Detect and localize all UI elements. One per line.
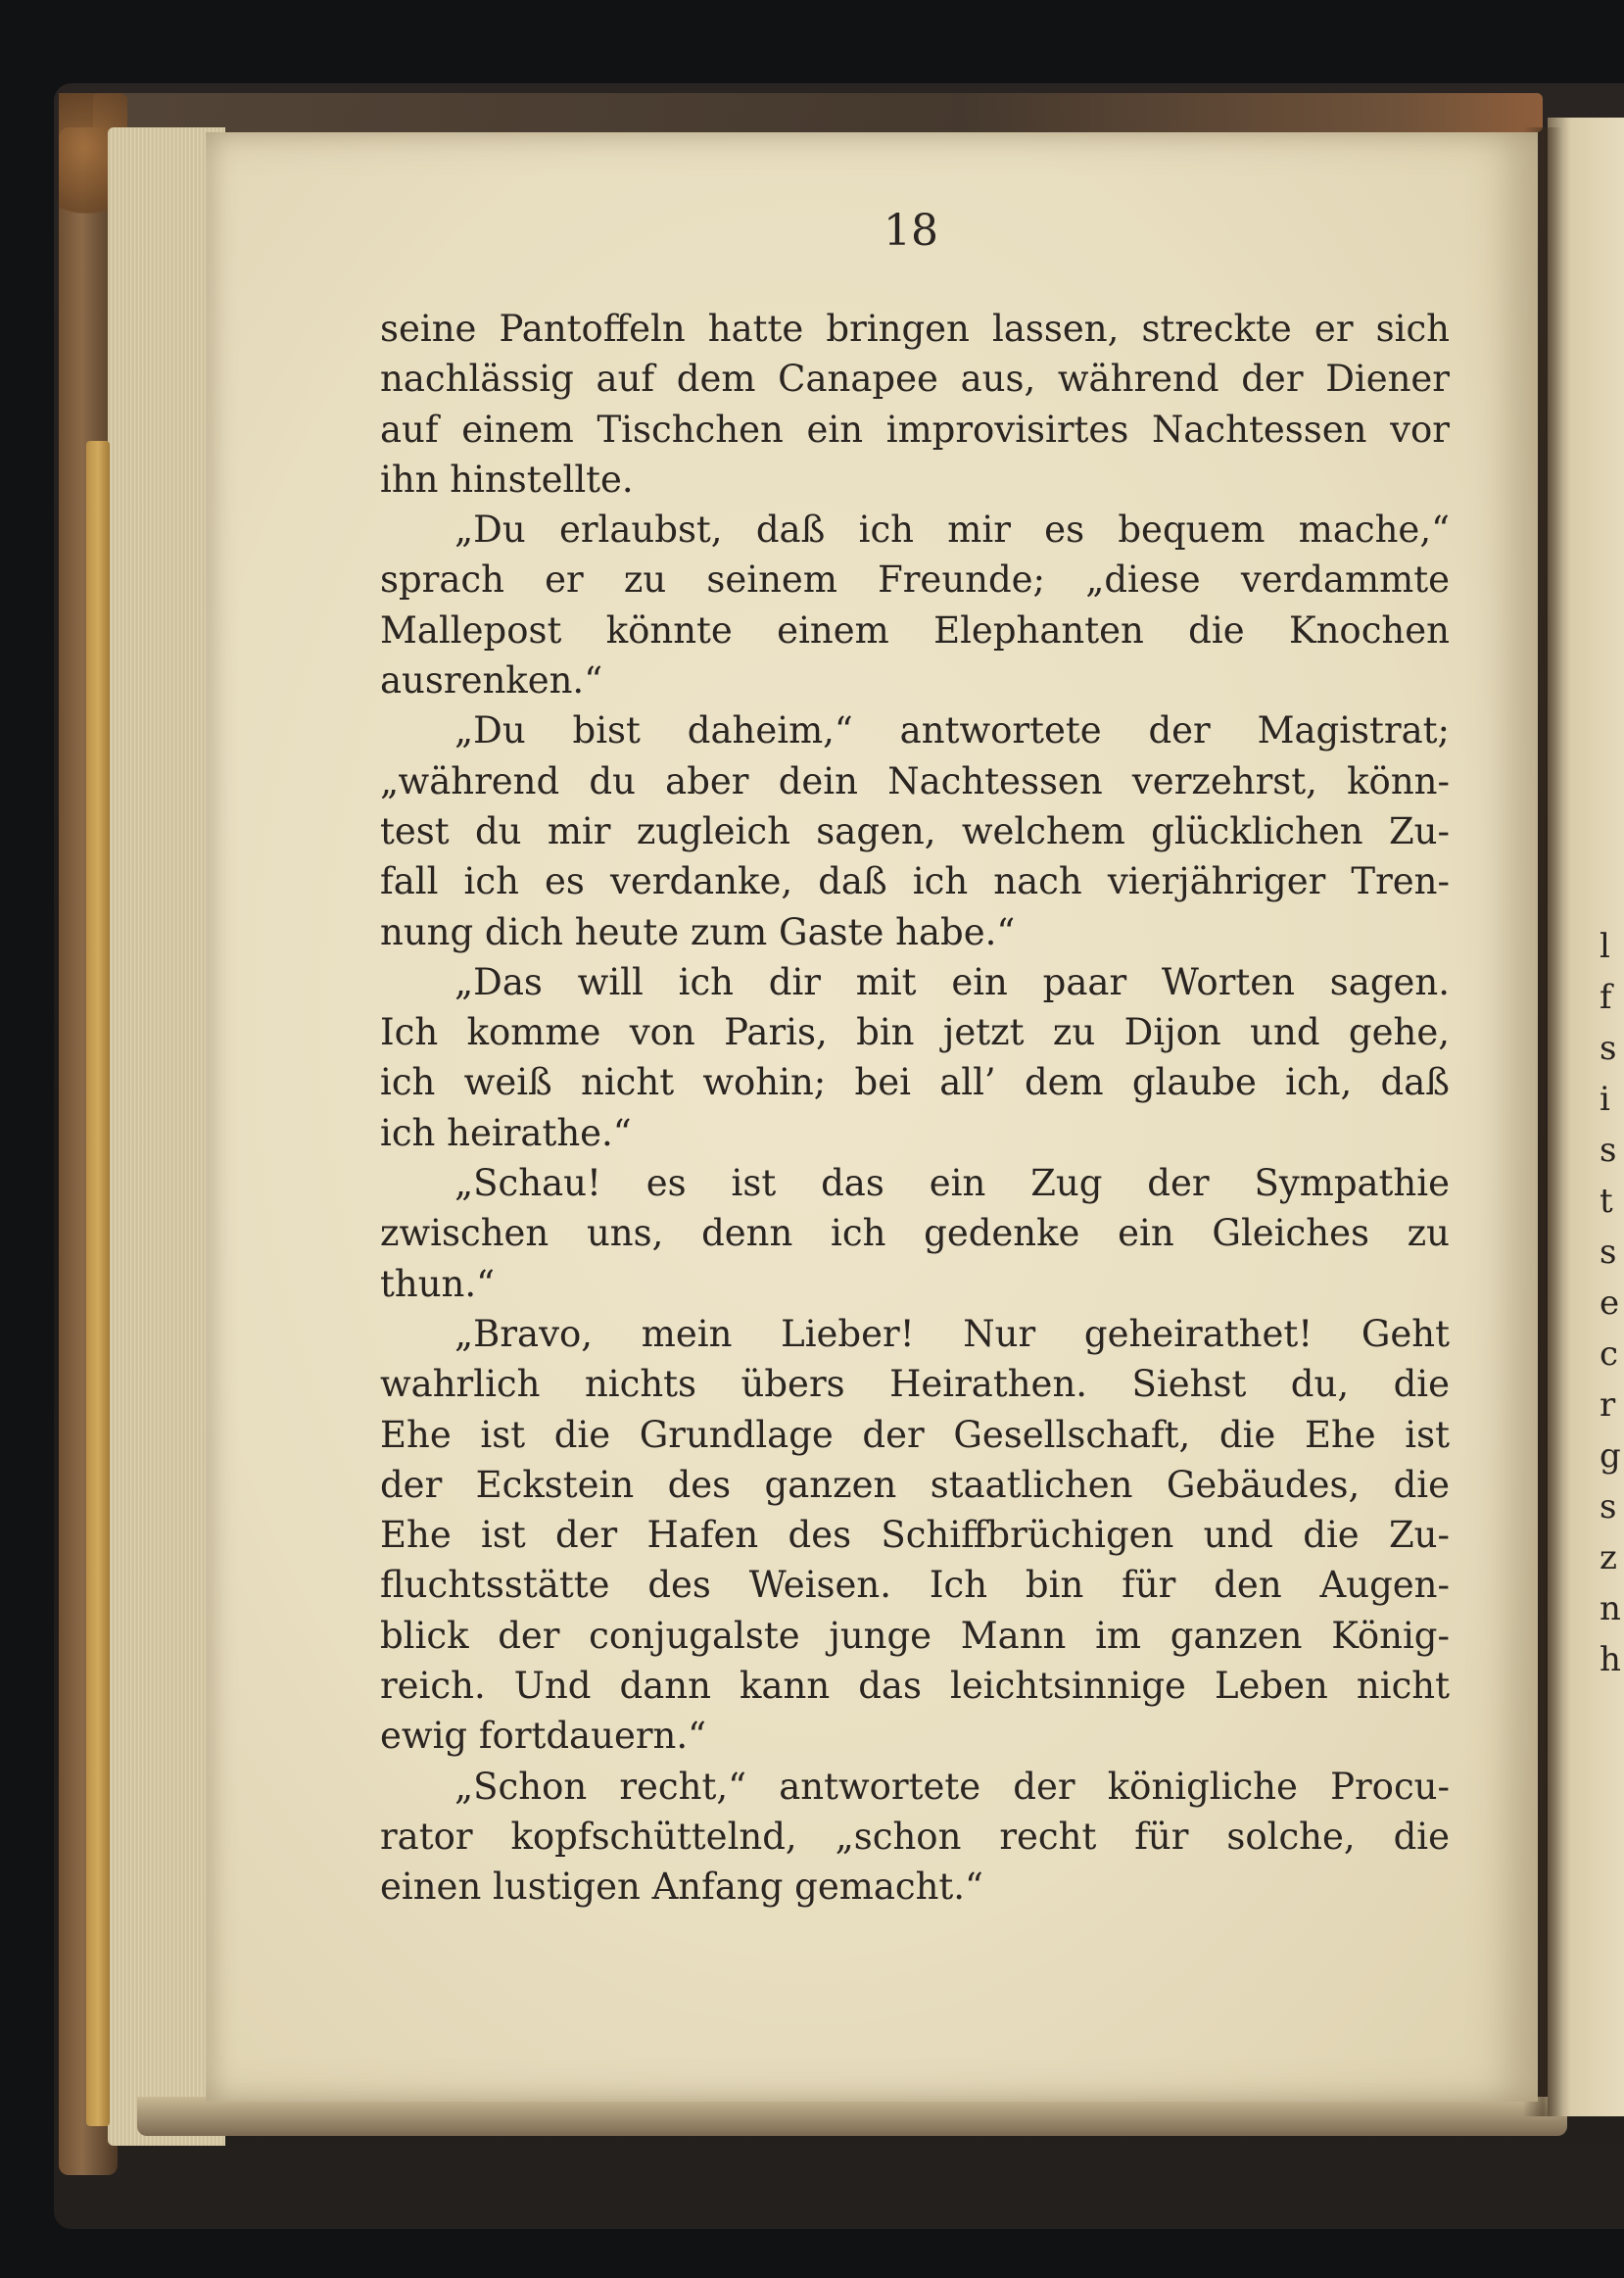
- facing-page-letter: e: [1600, 1284, 1620, 1323]
- text-line: blick der conjugalste junge Mann im ganzen König-: [380, 1614, 1450, 1657]
- text-line: ich heirathe.“: [380, 1111, 632, 1154]
- text-line: „Schau! es ist das ein Zug der Sympathie: [454, 1162, 1450, 1205]
- text-line: „Bravo, mein Lieber! Nur geheirathet! Geht: [454, 1312, 1450, 1355]
- text-line: test du mir zugleich sagen, welchem glücklichen Zu-: [380, 809, 1450, 852]
- text-line: nung dich heute zum Gaste habe.“: [380, 910, 1016, 953]
- text-line: „Du bist daheim,“ antwortete der Magistrat;: [454, 709, 1450, 752]
- text-line: „Du erlaubst, daß ich mir es bequem mache,“: [454, 509, 1450, 552]
- facing-page-letter: z: [1600, 1538, 1617, 1577]
- text-line: „Das will ich dir mit ein paar Worten sagen.: [454, 960, 1450, 1003]
- text-line: einen lustigen Anfang gemacht.“: [380, 1866, 983, 1909]
- facing-page-letter: n: [1600, 1589, 1621, 1628]
- text-line: zwischen uns, denn ich gedenke ein Gleiches zu: [380, 1212, 1450, 1255]
- text-line: fall ich es verdanke, daß ich nach vierjähriger Tren-: [380, 860, 1450, 903]
- paper-strip: [86, 441, 110, 2126]
- text-line: wahrlich nichts übers Heirathen. Siehst du, die: [380, 1363, 1450, 1406]
- facing-page-letter: s: [1600, 1487, 1617, 1527]
- text-line: ich weiß nicht wohin; bei all’ dem glaube ich, daß: [380, 1061, 1450, 1104]
- text-line: auf einem Tischchen ein improvisirtes Nachtessen vor: [380, 408, 1450, 451]
- text-line: thun.“: [380, 1262, 496, 1305]
- text-line: ihn hinstellte.: [380, 458, 634, 501]
- facing-page-letter: s: [1600, 1029, 1617, 1068]
- text-line: Ich komme von Paris, bin jetzt zu Dijon und gehe,: [380, 1011, 1450, 1054]
- facing-page-letter: f: [1600, 978, 1612, 1017]
- facing-page-letter: g: [1600, 1436, 1621, 1476]
- text-line: fluchtsstätte des Weisen. Ich bin für den Augen-: [380, 1564, 1450, 1607]
- facing-page-edge-letters: [1600, 921, 1624, 1685]
- facing-page-letter: c: [1600, 1334, 1619, 1374]
- text-line: Ehe ist die Grundlage der Gesellschaft, die Ehe ist: [380, 1413, 1450, 1456]
- text-line: rator kopfschüttelnd, „schon recht für solche, die: [380, 1815, 1450, 1858]
- facing-page-letter: i: [1600, 1080, 1610, 1119]
- text-line: reich. Und dann kann das leichtsinnige Leben nicht: [380, 1665, 1450, 1708]
- text-line: „während du aber dein Nachtessen verzehrst, könn-: [380, 759, 1450, 802]
- facing-page-letter: r: [1600, 1385, 1616, 1425]
- text-line: der Eckstein des ganzen staatlichen Gebäudes, die: [380, 1463, 1450, 1506]
- text-line: sprach er zu seinem Freunde; „diese verdammte: [380, 558, 1450, 602]
- page-bottom-edge: [137, 2097, 1567, 2136]
- text-line: Ehe ist der Hafen des Schiffbrüchigen und die Zu-: [380, 1514, 1450, 1557]
- text-line: „Schon recht,“ antwortete der königliche Procu-: [454, 1765, 1450, 1808]
- facing-page-letter: h: [1600, 1640, 1621, 1679]
- page-number: 18: [884, 206, 938, 256]
- facing-page-letter: s: [1600, 1233, 1617, 1272]
- text-line: Mallepost könnte einem Elephanten die Knochen: [380, 608, 1450, 652]
- facing-page-letter: t: [1600, 1182, 1613, 1221]
- facing-page-letter: s: [1600, 1131, 1617, 1170]
- cover-top-edge: [93, 93, 1543, 132]
- text-line: ewig fortdauern.“: [380, 1715, 707, 1758]
- text-line: nachlässig auf dem Canapee aus, während der Diener: [380, 358, 1450, 401]
- facing-page-letter: l: [1600, 927, 1610, 966]
- text-line: seine Pantoffeln hatte bringen lassen, streckte er sich: [380, 308, 1450, 350]
- page-body-text: [380, 304, 1450, 1913]
- text-line: ausrenken.“: [380, 659, 603, 703]
